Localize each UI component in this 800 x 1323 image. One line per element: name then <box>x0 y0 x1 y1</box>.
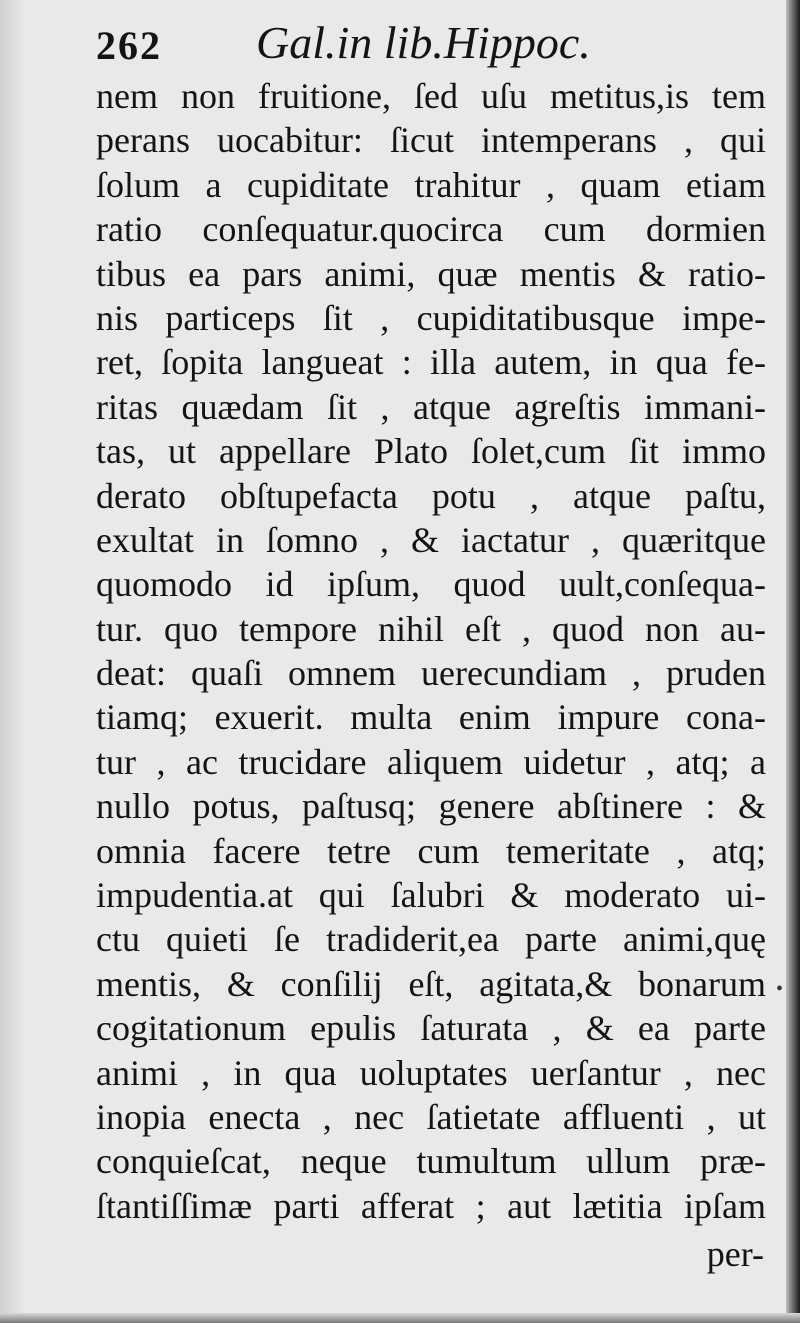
text-line: exultat in ſomno , & iactatur , quæritque <box>96 519 766 560</box>
text-line: mentis, & conſilij eſt, agitata,& bonarum <box>96 963 766 1004</box>
text-line: perans uocabitur: ſicut intemperans , qui <box>96 120 766 161</box>
page-edge-shadow <box>786 0 800 1323</box>
text-line: nem non fruitione, ſed uſu metitus,is tem <box>96 76 766 116</box>
text-line: tibus ea pars animi, quæ mentis & ratio- <box>96 253 766 294</box>
text-line: omnia facere tetre cum temeritate , atq; <box>96 830 766 871</box>
catchword: per- <box>706 1234 764 1274</box>
margin-mark: • <box>776 978 784 1000</box>
page-gutter-shadow <box>0 0 24 1323</box>
text-line: nis particeps ſit , cupiditatibusque impe- <box>96 297 766 338</box>
text-line: nullo potus, paſtusq; genere abſtinere : & <box>96 786 766 827</box>
text-line: impudentia.at qui ſalubri & moderato ui- <box>96 875 766 916</box>
text-line: tas, ut appellare Plato ſolet,cum ſit immo <box>96 431 766 472</box>
text-line: ſolum a cupiditate trahitur , quam etiam <box>96 164 766 205</box>
page-header <box>96 14 756 70</box>
text-block <box>96 74 766 1228</box>
text-line: ret, ſopita langueat : illa autem, in qua fe- <box>96 342 766 383</box>
text-line: inopia enecta , nec ſatietate affluenti , ut <box>96 1096 766 1137</box>
text-line: derato obſtupefacta potu , atque paſtu, <box>96 475 766 516</box>
text-line: cogitationum epulis ſaturata , & ea parte <box>96 1008 766 1049</box>
text-line: tiamq; exuerit. multa enim impure cona- <box>96 697 766 738</box>
running-head: Gal.in lib.Hippoc. <box>256 17 591 68</box>
text-line: deat: quaſi omnem uerecundiam , pruden <box>96 653 766 694</box>
text-line: quomodo id ipſum, quod uult,conſequa- <box>96 564 766 605</box>
text-line: ctu quieti ſe tradiderit,ea parte animi,quę <box>96 919 766 960</box>
text-line: animi , in qua uoluptates uerſantur , nec <box>96 1052 766 1093</box>
text-line: ratio conſequatur.quocirca cum dormien <box>96 209 766 250</box>
text-line: tur. quo tempore nihil eſt , quod non au- <box>96 608 766 649</box>
text-line: tur , ac trucidare aliquem uidetur , atq; a <box>96 741 766 782</box>
text-line: conquieſcat, neque tumultum ullum præ- <box>96 1141 766 1182</box>
page-number: 262 <box>96 23 162 68</box>
text-line: ritas quædam ſit , atque agreſtis immani- <box>96 386 766 427</box>
text-line: ſtantiſſimæ parti afferat ; aut lætitia ipſam <box>96 1185 766 1226</box>
page-bottom-shadow <box>0 1313 800 1323</box>
